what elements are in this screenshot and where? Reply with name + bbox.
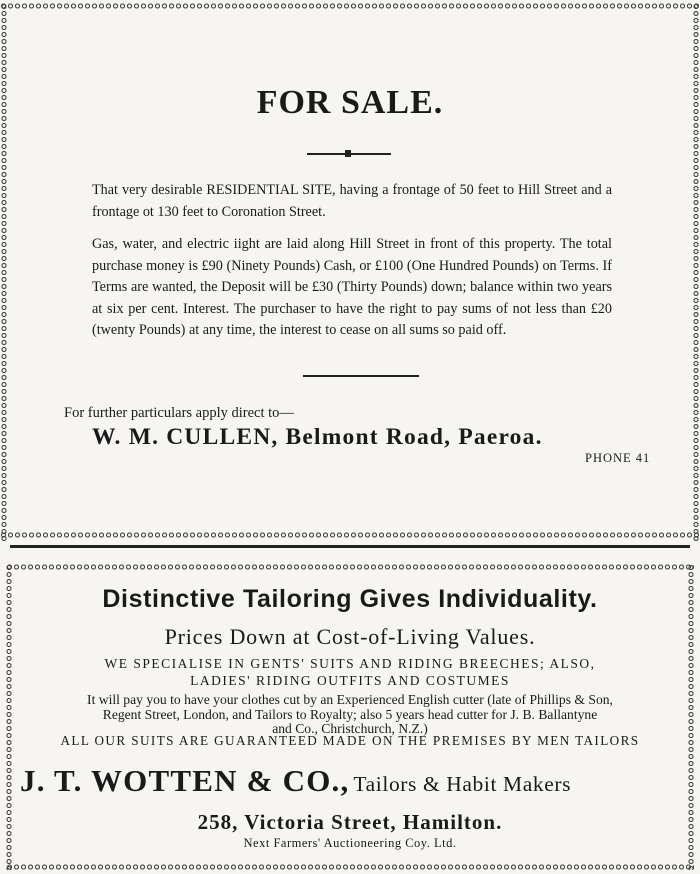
guarantee-line: ALL OUR SUITS ARE GUARANTEED MADE ON THE PREMISES BY MEN TAILORS [60,733,640,748]
company-line [20,763,571,799]
bottom-ad-border-top [6,564,694,570]
cutter-line-1: It will pay you to have your clothes cut by an Experienced English cutter (late of Phillips & Son, [87,692,613,707]
for-sale-title: FOR SALE. [256,84,444,121]
prices-line: Prices Down at Cost-of-Living Values. [164,624,536,649]
phone-number: PHONE 41 [585,451,651,465]
company-name: J. T. WOTTEN & CO., [20,763,350,798]
apply-line: For further particulars apply direct to— [64,405,294,421]
tailoring-headline: Distinctive Tailoring Gives Individuality. [102,585,598,613]
sale-paragraph-1: That very desirable RESIDENTIAL SITE, having a frontage of 50 feet to Hill Street and a frontage ot 130 feet to Coronation Street. [92,182,612,220]
divider-rule [303,375,419,377]
company-trade: Tailors & Habit Makers [353,772,572,796]
specialise-line-1: WE SPECIALISE IN GENTS' SUITS AND RIDING BREECHES; ALSO, [104,656,596,671]
sale-paragraph-2: Gas, water, and electric iight are laid along Hill Street in front of this property. The total purchase money is £90 (Ninety Pounds) Cash, or £100 (One Hundred Pounds) on Terms. If Terms are wanted, the Deposit will be £30 (Thirty Pounds) down; balance within two years at six per cent. Interest. The purchaser to have the right to pay sums of not less than £20 (twenty Pounds) at any time, the interest to cease on all sums so paid off. [92,236,612,338]
specialise-line-2: LADIES' RIDING OUTFITS AND COSTUMES [190,673,510,688]
cutter-line-2: Regent Street, London, and Tailors to Royalty; also 5 years head cutter for J. B. Ballantyne [102,707,598,722]
next-to-line: Next Farmers' Auctioneering Coy. Ltd. [243,836,457,850]
cutter-line-3: and Co., Christchurch, N.Z.) [272,721,428,736]
top-ad-border-bottom [0,532,700,538]
bottom-ad-border-bottom [6,864,694,870]
company-address: 258, Victoria Street, Hamilton. [197,810,503,834]
advertiser-name: W. M. CULLEN, Belmont Road, Paeroa. [92,424,543,450]
ornament-dot [345,150,351,157]
column-separator [10,545,690,548]
top-ad-border-top [0,3,700,9]
